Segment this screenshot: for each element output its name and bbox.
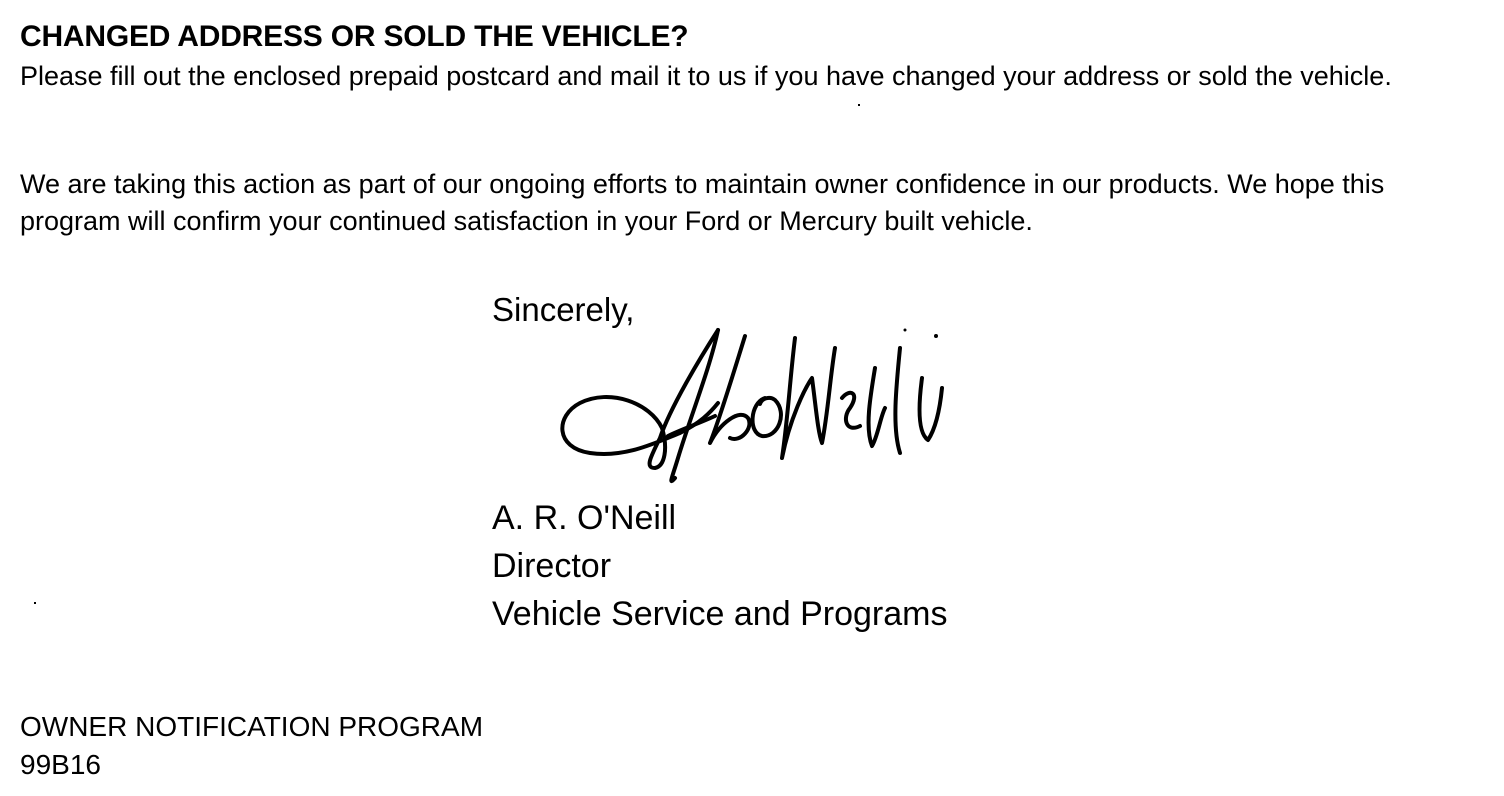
section-heading: CHANGED ADDRESS OR SOLD THE VEHICLE?: [20, 20, 689, 53]
program-name: OWNER NOTIFICATION PROGRAM: [20, 711, 484, 742]
letter-closing: Sincerely,: [492, 291, 635, 328]
program-purpose-paragraph: We are taking this action as part of our ongoing efforts to maintain owner confidence in our products. We hope this program will confirm your continued satisfaction in your Ford or Mercury built vehicle.: [20, 169, 1385, 236]
signer-name: A. R. O'Neill: [492, 499, 677, 537]
program-code: 99B16: [20, 749, 101, 780]
program-footer: [20, 708, 483, 784]
scan-speck: [34, 602, 36, 604]
handwritten-signature: [550, 318, 970, 493]
signer-department: Vehicle Service and Programs: [492, 595, 948, 633]
scan-speck: [858, 104, 860, 106]
postcard-instructions-paragraph: Please fill out the enclosed prepaid postcard and mail it to us if you have changed your address or sold the vehicle.: [20, 61, 1392, 91]
signer-block: [492, 494, 947, 638]
signer-title: Director: [492, 547, 612, 585]
